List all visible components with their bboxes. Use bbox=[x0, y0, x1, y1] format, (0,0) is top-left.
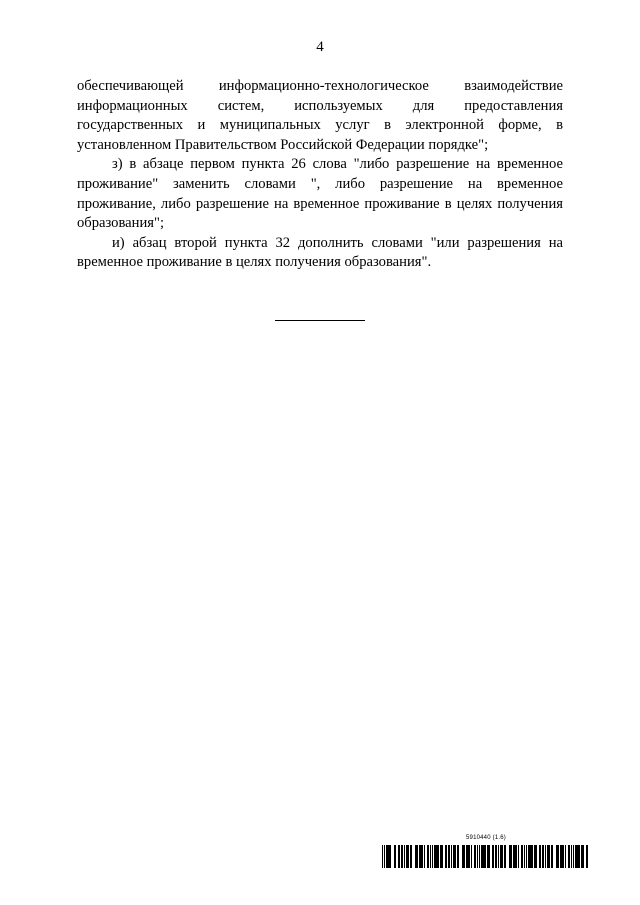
barcode bbox=[382, 845, 588, 868]
barcode-caption: 5910440 (1.6) bbox=[466, 835, 506, 841]
paragraph-continuation: обеспечивающей информационно-технологическое взаимодействие информационных систем, используемых для предоставления государственных и муниципальных услуг в электронной форме, в установленном Правительством Российской Федерации порядке"; bbox=[77, 78, 563, 153]
paragraph-item-z: з) в абзаце первом пункта 26 слова "либо разрешение на временное проживание" заменить словами ", либо разрешение на временное проживание, либо разрешение на временное проживание в целях получения образования"; bbox=[77, 156, 563, 232]
end-separator-line bbox=[275, 320, 365, 321]
page-number: 4 bbox=[316, 39, 324, 55]
paragraph-item-i: и) абзац второй пункта 32 дополнить словами "или разрешения на временное проживание в целях получения образования". bbox=[77, 234, 563, 271]
document-body bbox=[77, 77, 563, 273]
barcode-bar bbox=[587, 845, 588, 868]
